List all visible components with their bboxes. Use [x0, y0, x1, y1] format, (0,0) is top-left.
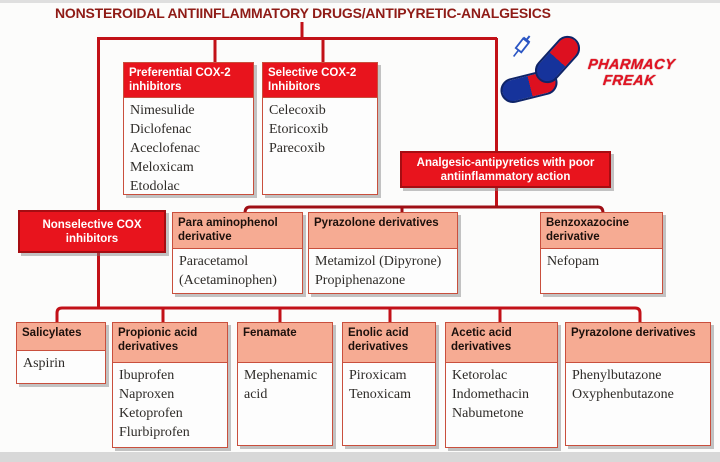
drug-item: Diclofenac [130, 122, 192, 137]
node-fenamate [237, 322, 333, 446]
drug-item: Ketorolac [452, 368, 508, 383]
drug-list [566, 363, 710, 445]
node-preferential-cox2 [123, 62, 254, 195]
drug-item: Aceclofenac [130, 141, 200, 156]
drug-list [173, 249, 302, 293]
drug-item: Propiphenazone [315, 273, 406, 288]
drug-item: Etodolac [130, 179, 180, 194]
drug-item: Etoricoxib [269, 122, 329, 137]
node-header: Para aminophenol derivative [173, 213, 302, 249]
node-label: Analgesic-antipyretics with poor antiinflammatory action [416, 156, 595, 183]
drug-item: Oxyphenbutazone [572, 387, 674, 402]
drug-item: Nabumetone [452, 406, 524, 421]
drug-list [238, 363, 332, 445]
drug-list [17, 351, 105, 383]
drug-item: Mephenamic acid [244, 368, 318, 402]
node-header: Preferential COX-2 inhibitors [124, 63, 253, 98]
drug-item: Phenylbutazone [572, 368, 662, 383]
node-header: Enolic acid derivatives [343, 323, 435, 363]
node-header: Pyrazolone derivatives [309, 213, 457, 249]
drug-item: Flurbiprofen [119, 425, 190, 440]
node-header: Salicylates [17, 323, 105, 351]
node-header: Pyrazolone derivatives [566, 323, 710, 363]
node-benzoxazocine [540, 212, 663, 294]
drug-item: Piroxicam [349, 368, 407, 383]
pharmacy-freak-logo [500, 34, 675, 114]
drug-item: Celecoxib [269, 103, 326, 118]
drug-item: Tenoxicam [349, 387, 411, 402]
node-header: Selective COX-2 Inhibitors [263, 63, 377, 98]
node-para-aminophenol [172, 212, 303, 294]
node-pyrazolone-derivatives-bottom [565, 322, 711, 446]
logo-text-line2: FREAK [602, 73, 656, 89]
capsule-icon [530, 31, 585, 89]
drug-list [113, 363, 227, 447]
node-header: Propionic acid derivatives [113, 323, 227, 363]
node-acetic-acid [445, 322, 558, 448]
node-nonselective-cox [18, 210, 166, 253]
node-enolic-acid [342, 322, 436, 446]
node-header: Fenamate [238, 323, 332, 363]
drug-list [124, 98, 253, 194]
node-header: Acetic acid derivatives [446, 323, 557, 363]
node-propionic-acid [112, 322, 228, 448]
logo-text-line1: PHARMACY [587, 57, 676, 73]
page-title: NONSTEROIDAL ANTIINFLAMMATORY DRUGS/ANTIPYRETIC-ANALGESICS [55, 5, 551, 21]
drug-item: Nimesulide [130, 103, 195, 118]
drug-item: Meloxicam [130, 160, 194, 175]
drug-list [263, 98, 377, 194]
node-pyrazolone-derivatives [308, 212, 458, 294]
node-salicylates [16, 322, 106, 384]
node-selective-cox2 [262, 62, 378, 195]
drug-item: Paracetamol (Acetaminophen) [179, 254, 277, 288]
drug-item: Indomethacin [452, 387, 529, 402]
drug-item: Ketoprofen [119, 406, 183, 421]
drug-list [309, 249, 457, 293]
drug-list [541, 249, 662, 293]
drug-item: Metamizol (Dipyrone) [315, 254, 442, 269]
drug-item: Parecoxib [269, 141, 325, 156]
drug-item: Nefopam [547, 254, 600, 269]
node-analgesic-antipyretics [400, 151, 611, 188]
syringe-icon [506, 32, 536, 62]
drug-list [343, 363, 435, 445]
drug-item: Naproxen [119, 387, 175, 402]
node-header: Benzoxazocine derivative [541, 213, 662, 249]
node-label: Nonselective COX inhibitors [42, 218, 142, 245]
drug-list [446, 363, 557, 447]
drug-item: Ibuprofen [119, 368, 175, 383]
drug-item: Aspirin [23, 356, 65, 371]
